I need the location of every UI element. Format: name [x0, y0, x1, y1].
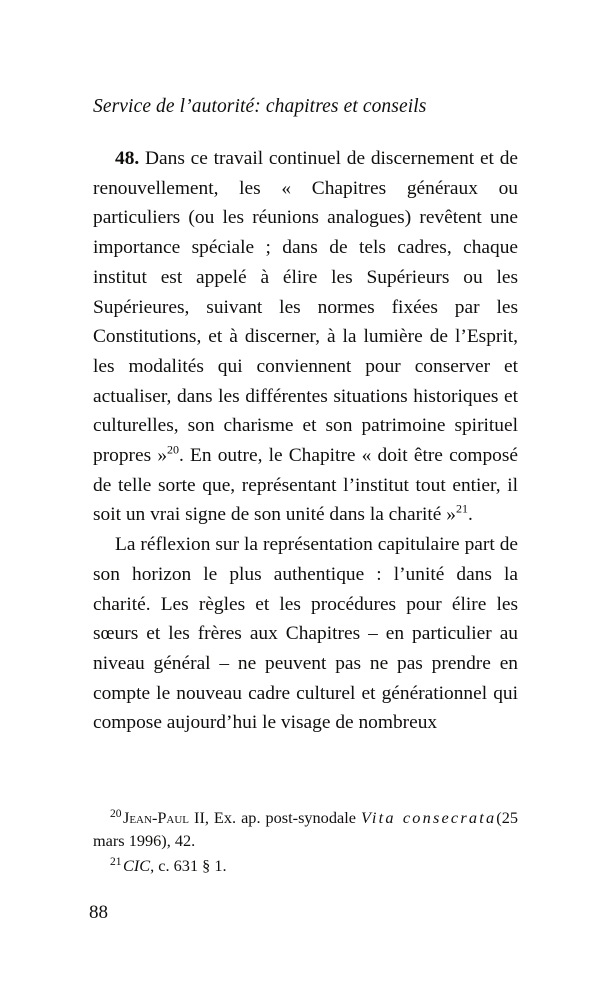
paragraph-continuation	[93, 530, 518, 738]
footnote-marker-21: 21	[110, 855, 122, 868]
footnote-ref-21[interactable]: 21	[455, 501, 468, 516]
footnote-21-text-after-title: , c. 631 § 1.	[150, 856, 227, 875]
page-content	[93, 96, 518, 738]
footnote-20	[93, 806, 518, 852]
footnote-marker-20: 20	[110, 807, 122, 820]
footnote-20-author: Jean-Paul	[123, 808, 190, 827]
running-head: Service de l’autorité: chapitres et conseils	[93, 96, 427, 117]
footnote-20-text-before-title: II, Ex. ap. post-synodale	[189, 808, 361, 827]
footnote-20-title: Vita consecrata	[360, 808, 497, 827]
paragraph-continuation-text: La réflexion sur la représentation capitulaire part de son horizon le plus authentique : l’unité dans la charité. Les règles et les procédures pour élire les sœurs et les frères aux Chapitres – en particulier au niveau général – ne peuvent pas ne pas prendre en compte le nouveau cadre culturel et générationnel qui compose aujourd’hui le visage de nombreux	[93, 534, 518, 734]
paragraph-48-text-part-2: . En outre, le Chapitre « doit être composé de telle sorte que, représentant l’institut tout entier, il soit un vrai signe de son unité dans la charité »	[93, 445, 518, 526]
footnote-ref-20[interactable]: 20	[167, 442, 180, 457]
footnote-20-text-after-title: (25 mars 1996), 42.	[93, 808, 518, 850]
footnote-21	[93, 854, 518, 877]
paragraph-48-text-part-1: Dans ce travail continuel de discernement et de renouvellement, les « Chapitres généraux ou particuliers (ou les réunions analogues) revêtent une importance spéciale ; dans de tels cadres, chaque institut est appelé à élire les Supérieurs ou les Supérieures, suivant les normes fixées par les Constitutions, et à discerner, à la lumière de l’Esprit, les modalités qui conviennent pour conserver et actualiser, dans les différentes situations historiques et culturelles, son charisme et son patrimoine spirituel propres »	[93, 148, 518, 467]
page-number: 88	[89, 902, 108, 923]
paragraph-48	[93, 144, 518, 530]
paragraph-number: 48.	[115, 148, 140, 169]
footnote-21-title: CIC	[123, 856, 151, 875]
paragraph-48-text-part-3: .	[467, 504, 473, 526]
footnotes-block	[93, 806, 518, 877]
